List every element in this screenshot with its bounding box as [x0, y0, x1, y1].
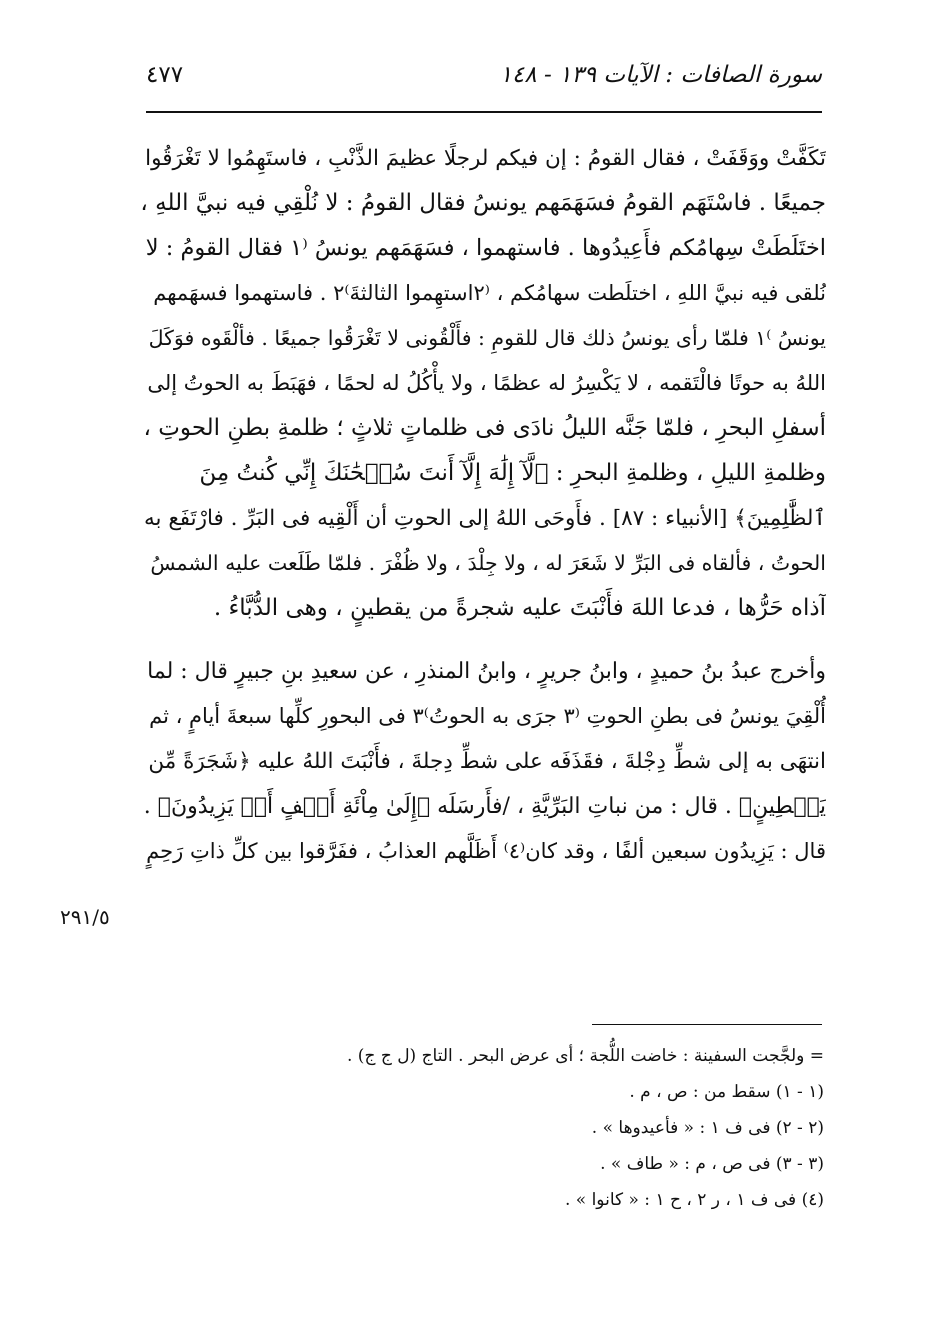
- text-line: اختَلَطَتْ سِهامُكم فأَعِيدُوها . فاستهموا ، فسَهَمَهم يونسُ ⁽١ فقال القومُ : لا: [145, 235, 826, 261]
- footnote: (٤) فى ف ١ ، ر ٢ ، ح ١ : « كانوا » .: [564, 1190, 824, 1210]
- text-line: آذاه حَرُّها ، فدعا اللهَ فأَنْبَتَ عليه شجرةً من يقطينٍ ، وهى الدُّبَّاءُ .: [213, 595, 826, 621]
- footnote-rule: [592, 1024, 822, 1025]
- text-line: أُلْقِيَ يونسُ فى بطنِ الحوتِ ⁽٣ جرَى به الحوتُ⁾٣ فى البحورِ كلِّها سبعةَ أيامٍ ، ثم: [149, 704, 826, 728]
- header-rule: [146, 111, 822, 113]
- text-line: وأخرج عبدُ بنُ حميدٍ ، وابنُ جريرٍ ، وابنُ المنذرِ ، عن سعيدِ بنِ جبيرٍ قال : لما: [147, 659, 826, 684]
- text-line: اللهُ به حوتًا فالْتَقمه ، لا يَكْسِرُ له عظمًا ، ولا يأْكُلُ له لحمًا ، فهَبَطَ به الحوتُ إلى: [147, 371, 826, 395]
- text-line: جميعًا . فاسْتَهَم القومُ فسَهَمَهم يونسُ فقال القومُ : لا نُلْقِي فيه نبيَّ اللهِ ،: [140, 190, 826, 216]
- paragraph-1: [140, 136, 826, 631]
- text-line: يونسُ ⁾١ فلمّا رأى يونسُ ذلك قال للقومِ : فأَلْقُونى لا تَغْرَقُوا جميعًا . فألْقَوه فوَكَلَ: [148, 326, 826, 350]
- text-line: وظلمةِ الليلِ ، وظلمةِ البحرِ : ﴿لَّآ إِلَٰهَ إِلَّآ أَنتَ سُبۡحَٰنَكَ إِنِّي كُنتُ مِنَ: [199, 460, 826, 486]
- text-line: انتهَى به إلى شطِّ دِجْلةَ ، فقَذَفَه على شطِّ دِجلةَ ، فأَنْبَتَ اللهُ عليه ﴿شَجَرَةً مِّن: [148, 749, 826, 774]
- footnote: (٢ - ٢) فى ف ١ : « فأعيدوها » .: [591, 1118, 824, 1138]
- text-line: قال : يَزِيدُون سبعين ألفًا ، وقد كان⁽٤⁾ أَظَلَّهم العذابُ ، ففَرَّقوا بين كلِّ ذاتِ رَحِمٍ: [146, 839, 826, 863]
- footnote: (١ - ١) سقط من : ص ، م .: [629, 1082, 824, 1102]
- footnote: (٣ - ٣) فى ص ، م : « طاف » .: [600, 1154, 824, 1174]
- text-line: نُلقى فيه نبيَّ اللهِ ، اختلَطت سهامُكم ، ⁽٢استهِموا الثالثةَ⁾٢ . فاستهموا فسهَمهم: [153, 281, 826, 305]
- text-line: ٱلظَّٰلِمِينَ﴾ [الأنبياء : ٨٧] . فأَوحَى اللهُ إلى الحوتِ أن أَلْقِيه فى البَرِّ . فارْتَفَع به: [143, 506, 826, 531]
- main-text: [140, 136, 826, 874]
- text-line: أسفلِ البحرِ ، فلمّا جَنَّه الليلُ نادَى فى ظلماتٍ ثلاثٍ ؛ ظلمةِ بطنِ الحوتِ ،: [143, 415, 826, 441]
- paragraph-2: [140, 649, 826, 874]
- text-line: تَكَفَّتْ ووَقَفَتْ ، فقال القومُ : إن فيكم لرجلًا عظيمَ الذَّنْبِ ، فاستَهِمُوا لا تَغْرَقُوا: [145, 146, 826, 171]
- page-header: [146, 62, 822, 102]
- footnotes: [300, 1038, 824, 1218]
- page-number: ٤٧٧: [146, 62, 184, 88]
- text-line: يَقۡطِينٍ﴾ . قال : من نباتِ البَرِّيَّةِ ، /فأَرسَلَه ﴿إِلَىٰ مِاْئَةِ أَلۡفٍ أَوۡ يَزِيدُونَ﴾ .: [143, 794, 826, 819]
- footnote: = ولجَّجت السفينة : خاضت اللُّجة ؛ أى عرض البحر . التاج (ل ج ج) .: [347, 1046, 824, 1066]
- margin-reference: ٢٩١/٥: [60, 905, 110, 929]
- text-line: الحوتُ ، فألقاه فى البَرِّ لا شَعَرَ له ، ولا جِلْدَ ، ولا ظُفْرَ . فلمّا طَلَعت عليه الشمسُ: [150, 551, 826, 575]
- running-title: سورة الصافات : الآيات ١٣٩ - ١٤٨: [499, 62, 822, 88]
